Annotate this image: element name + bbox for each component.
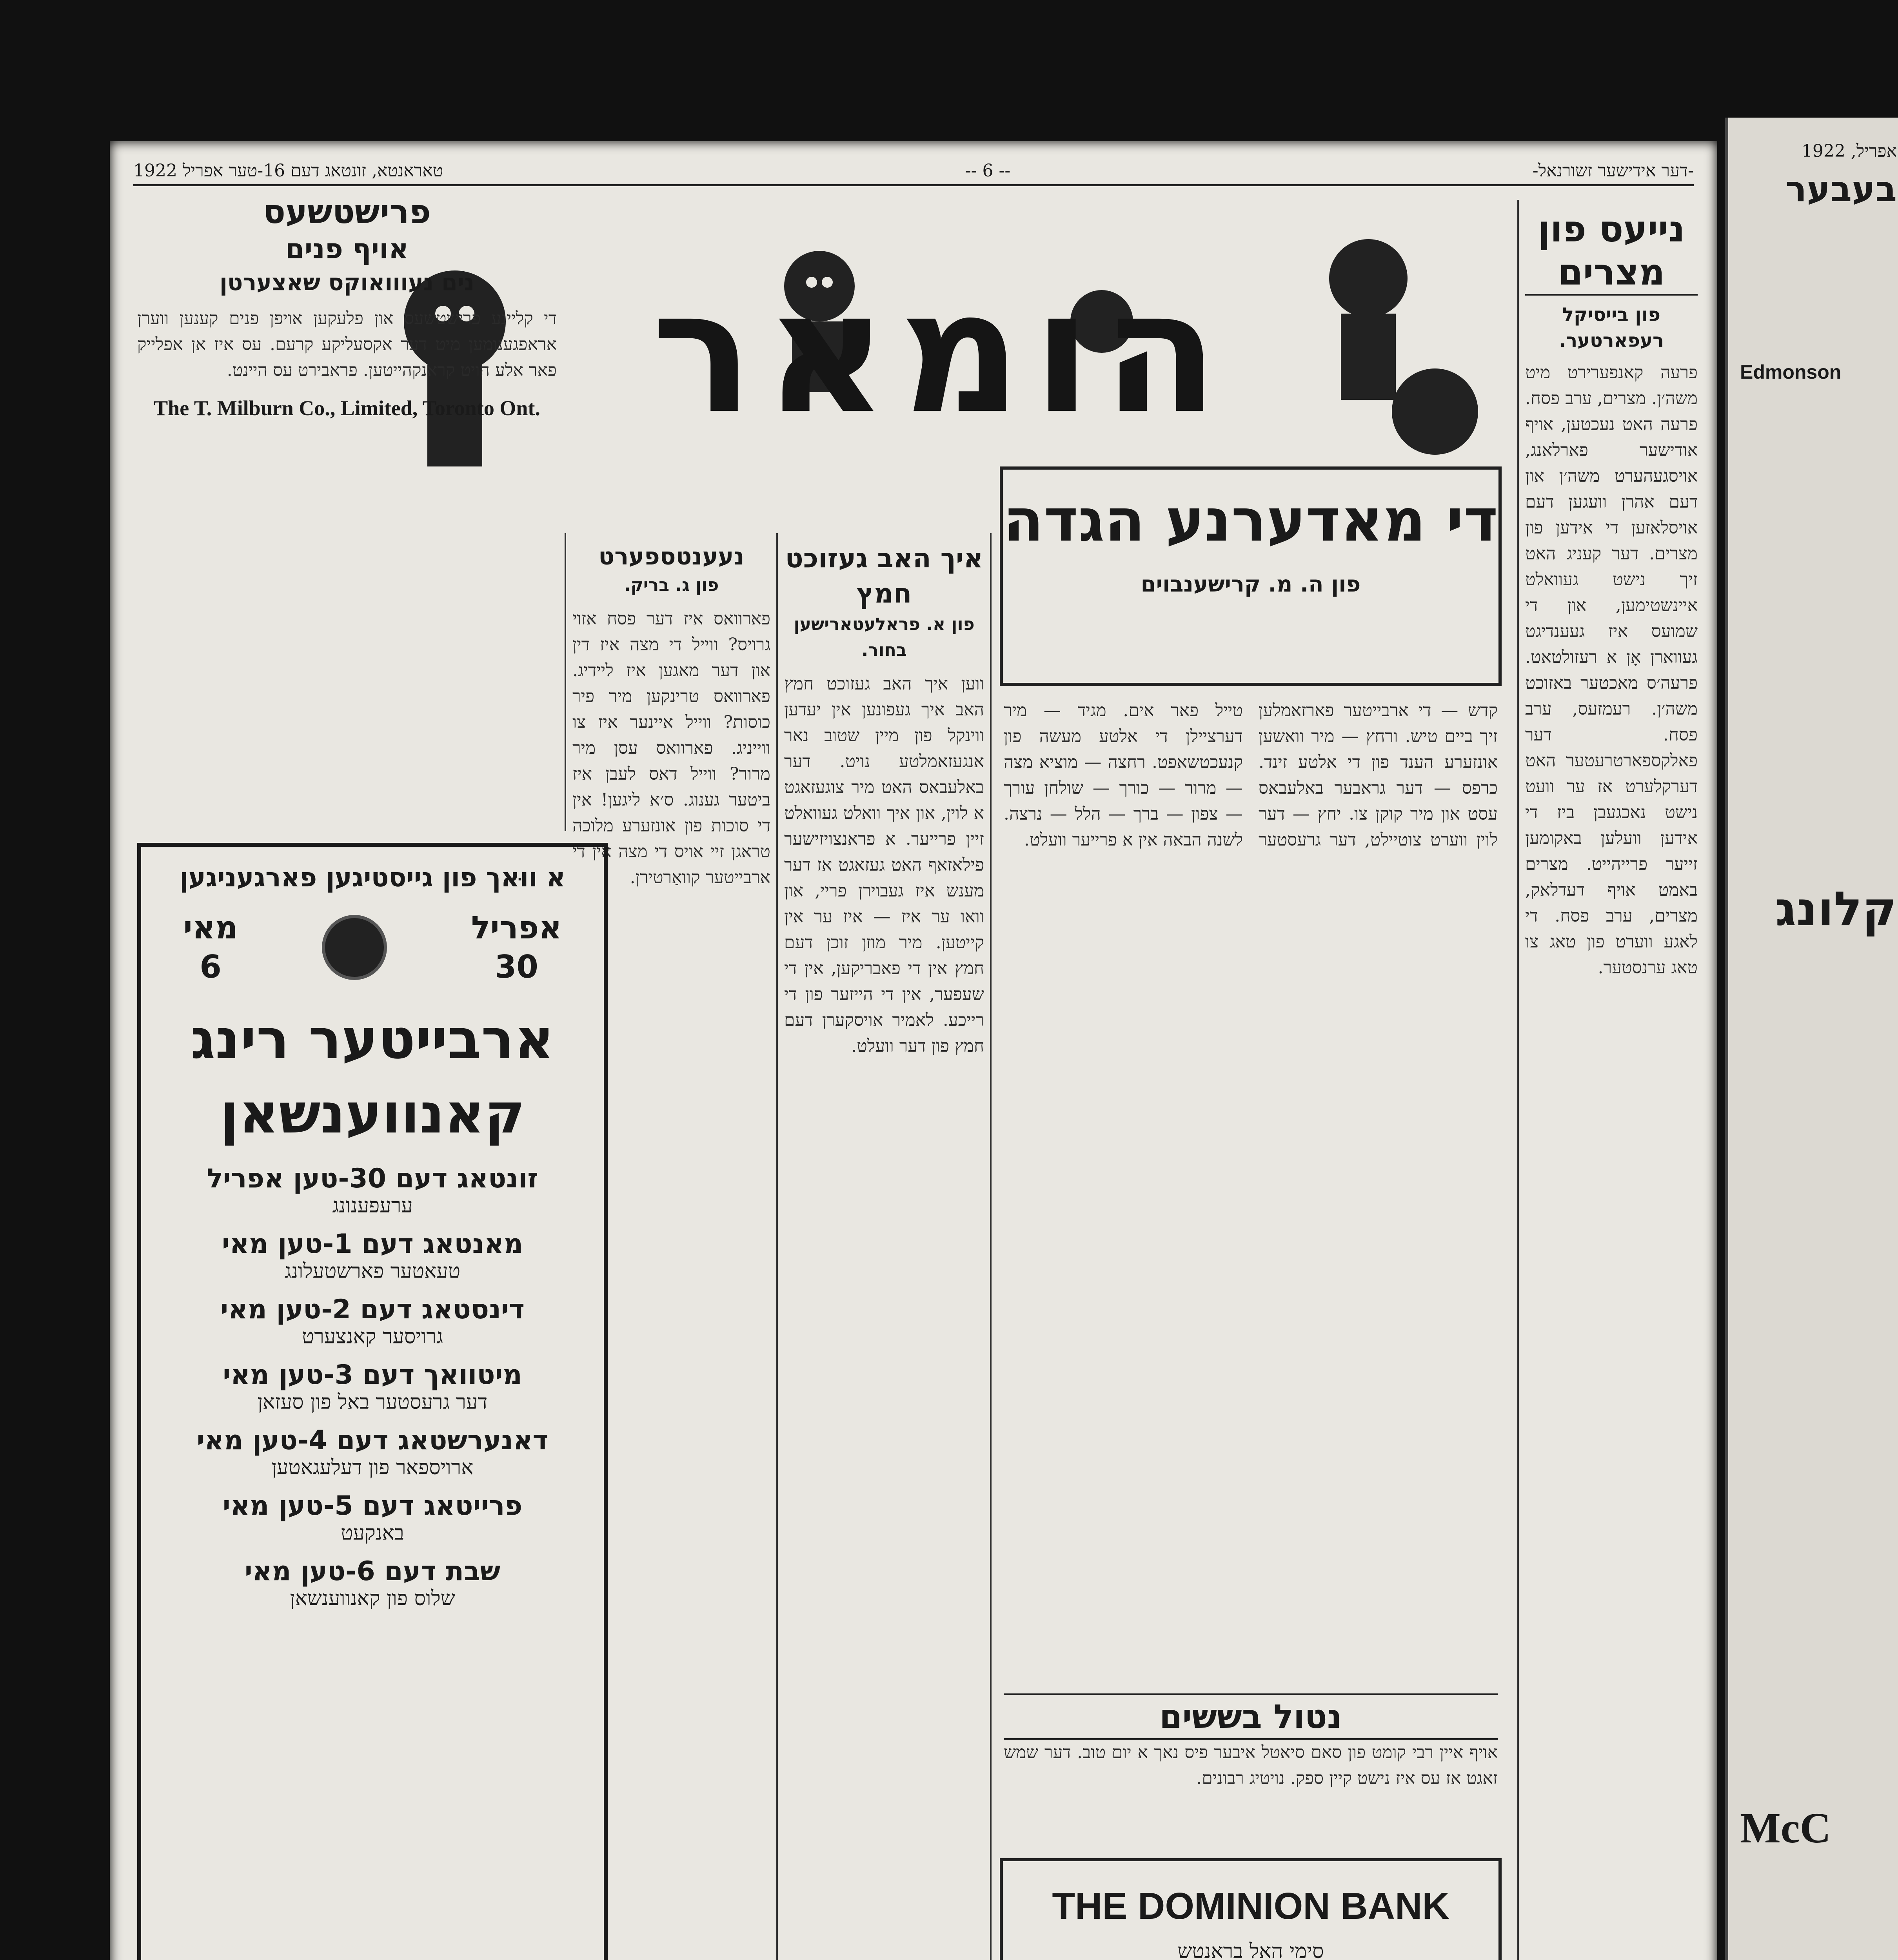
ikh-title: איך האב געזוכט חמץ <box>785 543 983 609</box>
schedule-day: פרייטאג דעם 5-טען מאי <box>222 1490 523 1521</box>
ad-schedule <box>141 1163 604 1610</box>
ad-date-right <box>471 908 562 987</box>
haggadah-byline: פון ה. מ. קרישענבוים <box>1141 572 1361 597</box>
adjacent-date: אפריל, 1922 <box>1801 141 1897 161</box>
ad-date-right-month: אפריל <box>471 909 562 946</box>
schedule-item <box>141 1490 604 1545</box>
ad-date-left-day: 6 <box>200 949 222 985</box>
page-number: -- 6 -- <box>965 160 1011 181</box>
adjacent-page-edge <box>1725 118 1898 1960</box>
running-head-right: -דער אידישער זשורנאל- <box>1532 160 1694 181</box>
bank-name: THE DOMINION BANK <box>1052 1885 1449 1927</box>
schedule-day: זונטאג דעם 30-טען אפריל <box>207 1163 538 1194</box>
column-searched-chametz <box>784 541 984 1960</box>
running-head <box>133 157 1694 186</box>
news-body: פרעה קאנפערירט מיט משה׳ן. מצרים, ערב פסח. פרעה האט נעכטען, אויף אודישער פארלאנג, אויסגעהערט משה׳ן און דעם אהרן וועגען דעם אויסלאזען די אידען פון מצרים. דער קעניג האט זיך נישט געוואלט איינשטימען, און די שמועס איז געענדיגט געווארן אָן א רעזולטאט. פרעה׳ס מאכטער באזוכט משה׳ן. רעמזעס, ערב פסח. דער פאלקספארטרעטער האט דערקלערט אז ער וועט נישט נאכגעבן ביז די אידען וועלען באקומען זייער פרייהייט. מצרים באמט אויף דעדלאק, מצרים, ערב פסח. די לאגע ווערט פון טאג צו טאג ערנסטער. <box>1525 363 1698 978</box>
schedule-event: שלוס פון קאנווענשאן <box>290 1587 455 1610</box>
dominion-bank-ad <box>1000 1858 1502 1960</box>
schedule-event: באנקעט <box>341 1521 404 1545</box>
schedule-item <box>141 1556 604 1610</box>
ad-date-left-month: מאי <box>183 909 238 946</box>
schedule-event: גרויסער קאנצערט <box>302 1325 443 1348</box>
ikh-byline: פון א. פראלעטארישען בחור. <box>794 614 975 660</box>
nitl-title: נטול בששים <box>1004 1693 1498 1740</box>
ikh-body: ווען איך האב געזוכט חמץ האב איך געפונען אין יעדען ווינקל פון מיין שטוב נאר אנגעזאמלטע נויט. דער באלעבאס האט מיר צוגעזאגט א לוין, און איך וואלט געוואלט זיין פרייער. א פראנצויזישער פילאזאף האט געזאגט אז דער מענש איז געבוירן פריי, און וואו ער איז — איז ער אין קייטען. מיר מוזן זוכן דעם חמץ אין די פאבריקען, אין די שעפער, אין די הייזער פון די רייכע. לאמיר אויסקערן דעם חמץ פון דער וועלט. <box>784 674 984 1056</box>
column-rule <box>990 533 992 1960</box>
schedule-event: ארויספאר פון דעלעגאטען <box>271 1456 474 1479</box>
schedule-day: דאנערשטאג דעם 4-טען מאי <box>196 1425 549 1456</box>
schedule-day: מאנטאג דעם 1-טען מאי <box>222 1229 523 1259</box>
ad-headline1: ארבייטער רינג <box>191 1007 554 1071</box>
masthead-title: הומאר <box>651 255 1231 451</box>
freckles-ad <box>137 192 557 827</box>
nuanses-byline: פון ג. בריק. <box>624 575 719 595</box>
nuanses-body: פארוואס איז דער פסח אזוי גרויס? ווייל די מצה איז דין און דער מאגען איז ליידיג. פארוואס טרינקען מיר פיר כוסות? ווייל איינער איז צו ווייניג. פארוואס עסן מיר מרור? ווייל דאס לעבן איז ביטער גענוג. ס׳א ליגען! אין די סוכות פון אונזערע מלוכה טראגן זיי אויס די מצה אין די ארבייטער קוואַרטירן. <box>572 609 770 887</box>
freckles-subtitle: אויף פנים <box>285 233 409 265</box>
schedule-item <box>141 1359 604 1414</box>
freckles-title: פרישטשעס <box>263 192 431 231</box>
adjacent-word1: בעבער <box>1785 169 1897 210</box>
schedule-item <box>141 1294 604 1348</box>
schedule-event: דער גרעסטער באל פון סעזאן <box>257 1390 488 1414</box>
workmens-circle-seal-icon <box>322 915 387 980</box>
freckles-heading2: נים נעווואוקס שאצערטן <box>220 269 474 296</box>
column-rule <box>565 533 566 831</box>
bank-line1: סימי האל בראנטש <box>1177 1940 1324 1960</box>
ad-date-left <box>183 908 238 987</box>
schedule-item <box>141 1425 604 1479</box>
column-rule <box>776 533 778 1960</box>
news-title: נייעס פון מצרים <box>1525 208 1698 296</box>
newspaper-page <box>110 141 1717 1960</box>
column-rule <box>1517 200 1519 1960</box>
freckles-company: The T. Milburn Co., Limited, Toronto Ont. <box>154 396 540 420</box>
adjacent-word4: McC <box>1740 1804 1831 1852</box>
schedule-day: שבת דעם 6-טען מאי <box>244 1556 501 1587</box>
ad-top-line: א ווּאך פון גייסטיגען פארגעניגען <box>180 862 565 893</box>
news-byline: פון בייסיקל רעפארטער. <box>1559 304 1664 352</box>
nitl-body: אויף איין רבי קומט פון סאם סיאטל איבער פיס נאך א יום טוב. דער שמש זאגט אז עס איז נישט קיין ספק. נויטיג רבונים. <box>1004 1742 1498 1788</box>
schedule-item <box>141 1229 604 1283</box>
schedule-event: ערעפענונג <box>332 1194 413 1218</box>
schedule-day: דינסטאג דעם 2-טען מאי <box>220 1294 525 1325</box>
ad-date-right-day: 30 <box>494 949 538 985</box>
ad-headline2: קאנווענשאן <box>220 1082 525 1146</box>
nuanses-title: נעענטספערט <box>598 543 745 570</box>
running-head-date: טאראנטא, זונטאג דעם 16-טער אפריל 1922 <box>133 160 443 181</box>
ad-dates <box>141 908 604 987</box>
haggadah-header-box <box>1000 466 1502 686</box>
haggadah-title: די מאדערנע הגדה <box>1003 486 1498 555</box>
schedule-item <box>141 1163 604 1218</box>
column-news-from-egypt <box>1525 208 1698 1960</box>
adjacent-word3: קלונג <box>1775 882 1897 936</box>
schedule-day: מיטוואך דעם 3-טען מאי <box>223 1359 522 1390</box>
column-nitl <box>1004 1693 1498 1850</box>
schedule-event: טעאטער פארשטעלונג <box>284 1259 461 1283</box>
column-haggadah <box>1004 698 1498 1678</box>
freckles-body: די קליינע פרישטשעס און פלעקען אויפן פנים קענען ווערן אראפגענומען מיט דער אקסעליקע קרעם. עס איז אן אפלייק פאר אלע הויט קראנקהייטען. פראבירט עס היינט. <box>137 309 557 380</box>
convention-ad <box>137 843 608 1960</box>
haggadah-body: קדש — די ארבייטער פארזאמלען זיך ביים טיש. ורחץ — מיר וואשען אונזערע הענד פון די אלטע זינד. כרפס — דער גראבער באלעבאס עסט און מיר קוקן צו. יחץ — דער לוין ווערט צוטיילט, דער גרעסטער טייל פאר אים. מגיד — מיר דערציילן די אלטע מעשה פון קנעכטשאפט. רחצה — מוציא מצה — מרור — כורך — שולחן עורך — צפון — ברך — הלל — נרצה. לשנה הבאה אין א פרייער וועלט. <box>1004 701 1498 850</box>
adjacent-word2: Edmonson <box>1740 361 1842 383</box>
